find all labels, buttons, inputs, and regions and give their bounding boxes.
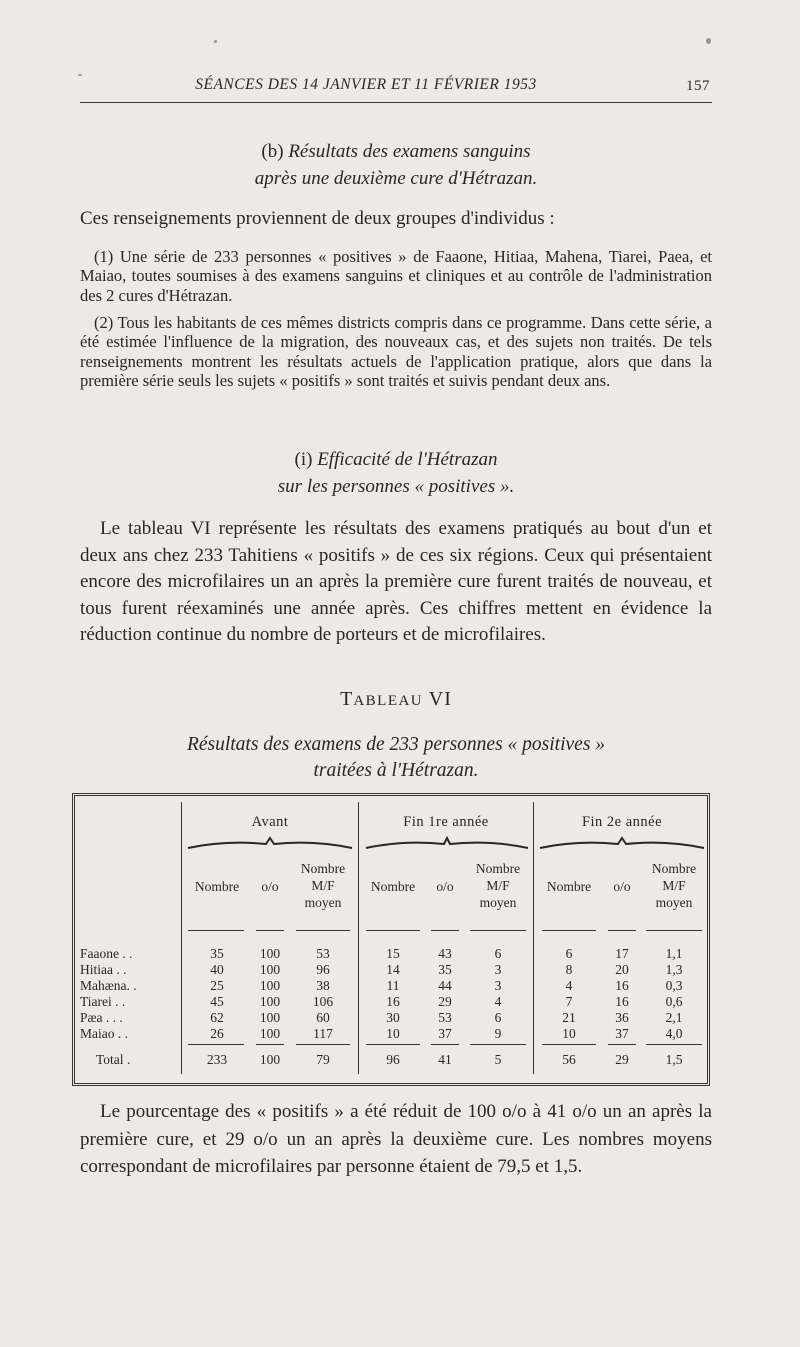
cell: 4 bbox=[494, 994, 502, 1009]
cell: 117 bbox=[313, 1026, 333, 1041]
table-row bbox=[80, 994, 710, 1010]
table-row bbox=[80, 946, 710, 962]
cell: 106 bbox=[312, 994, 334, 1009]
table-caption-line2: traitées à l'Hétrazan. bbox=[313, 760, 479, 781]
header-underline bbox=[646, 930, 702, 931]
row-label: Tiarei . . bbox=[80, 994, 126, 1009]
col-header-mf-line3: moyen bbox=[479, 895, 517, 910]
cell: 40 bbox=[210, 962, 224, 977]
section-i-heading bbox=[80, 446, 712, 500]
section-i-title-line1: Efficacité de l'Hétrazan bbox=[317, 449, 498, 470]
brace-fin-2 bbox=[538, 836, 706, 854]
table-row bbox=[80, 1010, 710, 1026]
cell: 16 bbox=[615, 978, 629, 993]
tableau-paragraph: Le tableau VI représente les résultats des examens pratiqués au bout d'un et deux ans chez 233 Tahitiens « positifs » de ces six régions. Ceux qui présentaient encore des microfilaires un an après la première cure furent traités de nouveau, et tous furent réexaminés une année après. Ces chiffres mettent en évidence la réduction continue du nombre de porteurs et de microfilaires. bbox=[80, 518, 712, 645]
cell: 21 bbox=[562, 1010, 576, 1025]
col-header-mf-line2: M/F bbox=[662, 878, 686, 893]
table-label-prefix: T bbox=[340, 688, 354, 710]
col-header-mf-line2: M/F bbox=[486, 878, 510, 893]
header-underline bbox=[470, 930, 526, 931]
cell: 6 bbox=[565, 946, 573, 961]
col-header-nombre: Nombre bbox=[370, 879, 416, 894]
running-header bbox=[80, 72, 712, 103]
sum-line bbox=[256, 1044, 284, 1045]
col-header-mf-line2: M/F bbox=[311, 878, 335, 893]
group-header-fin-2: Fin 2e année bbox=[581, 814, 663, 830]
col-header-pct: o/o bbox=[613, 879, 631, 894]
total-cell: 5 bbox=[494, 1052, 502, 1067]
cell: 100 bbox=[259, 994, 281, 1009]
cell: 4 bbox=[565, 978, 573, 993]
brace-fin-1 bbox=[364, 836, 530, 854]
table-row bbox=[80, 1026, 710, 1042]
running-title: SÉANCES DES 14 JANVIER ET 11 FÉVRIER 1953 bbox=[195, 76, 537, 93]
cell: 10 bbox=[386, 1026, 400, 1041]
col-header-nombre: Nombre bbox=[546, 879, 592, 894]
header-underline bbox=[256, 930, 284, 931]
col-header-mf-line3: moyen bbox=[304, 895, 342, 910]
row-label: Pæa . . . bbox=[80, 1010, 123, 1025]
total-cell: 79 bbox=[316, 1052, 330, 1067]
table-label bbox=[80, 688, 712, 711]
cell: 16 bbox=[615, 994, 629, 1009]
list-item-1: (1) Une série de 233 personnes « positives » de Faaone, Hitiaa, Mahena, Tiarei, Paea, et Maiao, toutes soumises à des examens sanguins et cliniques et au contrôle de l'administration des 2 cures d'Hétrazan. bbox=[80, 247, 712, 305]
row-label: Faaone . . bbox=[80, 946, 133, 961]
cell: 2,1 bbox=[665, 1010, 683, 1025]
brace-avant bbox=[186, 836, 354, 854]
cell: 35 bbox=[438, 962, 452, 977]
cell: 96 bbox=[316, 962, 330, 977]
cell: 100 bbox=[259, 946, 281, 961]
cell: 25 bbox=[210, 978, 224, 993]
cell: 1,1 bbox=[665, 946, 683, 961]
row-label: Maiao . . bbox=[80, 1026, 128, 1041]
col-header-mf-line3: moyen bbox=[655, 895, 693, 910]
cell: 36 bbox=[615, 1010, 629, 1025]
sum-line bbox=[431, 1044, 459, 1045]
header-underline bbox=[431, 930, 459, 931]
table-caption bbox=[80, 732, 712, 784]
section-b-marker: (b) bbox=[261, 141, 284, 162]
col-header-mf bbox=[463, 860, 533, 911]
col-header-nombre: Nombre bbox=[194, 879, 240, 894]
cell: 100 bbox=[259, 962, 281, 977]
cell: 62 bbox=[210, 1010, 224, 1025]
paper-speck bbox=[78, 74, 82, 76]
cell: 16 bbox=[386, 994, 400, 1009]
sum-line bbox=[366, 1044, 420, 1045]
cell: 53 bbox=[316, 946, 330, 961]
group-header-fin-1: Fin 1re année bbox=[403, 814, 489, 830]
cell: 26 bbox=[210, 1026, 224, 1041]
paper-speck bbox=[214, 40, 217, 43]
col-header-pct: o/o bbox=[261, 879, 279, 894]
header-underline bbox=[608, 930, 636, 931]
cell: 60 bbox=[316, 1010, 330, 1025]
total-cell: 29 bbox=[615, 1052, 629, 1067]
sum-line bbox=[188, 1044, 244, 1045]
cell: 0,3 bbox=[665, 978, 683, 993]
table-label-number: VI bbox=[423, 688, 452, 710]
col-header-pct: o/o bbox=[436, 879, 454, 894]
cell: 11 bbox=[386, 978, 400, 993]
cell: 100 bbox=[259, 1026, 281, 1041]
cell: 7 bbox=[565, 994, 573, 1009]
sum-line bbox=[542, 1044, 596, 1045]
section-b-title-line2: après une deuxième cure d'Hétrazan. bbox=[254, 168, 538, 189]
final-paragraph: Le pourcentage des « positifs » a été réduit de 100 o/o à 41 o/o un an après la première cure, et 29 o/o un an après la deuxième cure. Les nombres moyens correspondant de microfilaires par personne étaient de 79,5 et 1,5. bbox=[80, 1101, 712, 1177]
cell: 14 bbox=[386, 962, 400, 977]
section-i-title-line2: sur les personnes « positives ». bbox=[277, 476, 515, 497]
cell: 29 bbox=[438, 994, 452, 1009]
section-i-marker: (i) bbox=[294, 449, 313, 470]
cell: 1,3 bbox=[665, 962, 683, 977]
page-number: 157 bbox=[686, 78, 710, 94]
sum-line bbox=[296, 1044, 350, 1045]
table-row bbox=[80, 978, 710, 994]
cell: 3 bbox=[494, 962, 502, 977]
cell: 20 bbox=[615, 962, 629, 977]
total-cell: 100 bbox=[259, 1052, 281, 1067]
sum-line bbox=[470, 1044, 526, 1045]
intro-sentence: Ces renseignements proviennent de deux groupes d'individus : bbox=[80, 208, 555, 229]
col-header-mf-line1: Nombre bbox=[475, 861, 521, 876]
cell: 35 bbox=[210, 946, 224, 961]
row-label: Mahæna. . bbox=[80, 978, 137, 993]
row-label: Hitiaa . . bbox=[80, 962, 127, 977]
sum-line bbox=[608, 1044, 636, 1045]
cell: 9 bbox=[494, 1026, 502, 1041]
cell: 100 bbox=[259, 1010, 281, 1025]
sum-line bbox=[646, 1044, 702, 1045]
total-cell: 233 bbox=[206, 1052, 228, 1067]
cell: 38 bbox=[316, 978, 330, 993]
col-header-mf bbox=[288, 860, 358, 911]
total-cell: 41 bbox=[438, 1052, 452, 1067]
col-header-mf-line1: Nombre bbox=[300, 861, 346, 876]
header-underline bbox=[542, 930, 596, 931]
table-row bbox=[80, 962, 710, 978]
section-b-title-line1: Résultats des examens sanguins bbox=[288, 141, 531, 162]
cell: 10 bbox=[562, 1026, 576, 1041]
cell: 15 bbox=[386, 946, 400, 961]
cell: 6 bbox=[494, 946, 502, 961]
section-b-heading bbox=[80, 138, 712, 192]
paper-speck bbox=[706, 38, 711, 44]
group-header-avant: Avant bbox=[251, 814, 289, 830]
cell: 45 bbox=[210, 994, 224, 1009]
table-caption-line1: Résultats des examens de 233 personnes « positives » bbox=[186, 734, 606, 755]
col-header-mf bbox=[640, 860, 708, 911]
cell: 37 bbox=[615, 1026, 629, 1041]
cell: 37 bbox=[438, 1026, 452, 1041]
table-label-smallcaps: ABLEAU bbox=[353, 693, 424, 709]
cell: 100 bbox=[259, 978, 281, 993]
cell: 43 bbox=[438, 946, 452, 961]
cell: 6 bbox=[494, 1010, 502, 1025]
total-cell: 56 bbox=[562, 1052, 576, 1067]
total-cell: 1,5 bbox=[665, 1052, 683, 1067]
cell: 30 bbox=[386, 1010, 400, 1025]
cell: 3 bbox=[494, 978, 502, 993]
header-underline bbox=[188, 930, 244, 931]
header-underline bbox=[296, 930, 350, 931]
table-total-row bbox=[80, 1052, 710, 1070]
total-label: Total . bbox=[96, 1052, 131, 1067]
cell: 0,6 bbox=[665, 994, 683, 1009]
total-cell: 96 bbox=[386, 1052, 400, 1067]
cell: 53 bbox=[438, 1010, 452, 1025]
cell: 4,0 bbox=[665, 1026, 683, 1041]
list-item-2: (2) Tous les habitants de ces mêmes districts compris dans ce programme. Dans cette série, a été estimée l'influence de la migration, des nouveaux cas, et des sujets non traités. De tels renseignements montrent les résultats actuels de l'application pratique, alors que dans la première série seuls les sujets « positifs » sont traités et suivis pendant deux ans. bbox=[80, 313, 712, 390]
col-header-mf-line1: Nombre bbox=[651, 861, 697, 876]
header-underline bbox=[366, 930, 420, 931]
cell: 17 bbox=[615, 946, 629, 961]
cell: 44 bbox=[438, 978, 452, 993]
cell: 8 bbox=[565, 962, 573, 977]
